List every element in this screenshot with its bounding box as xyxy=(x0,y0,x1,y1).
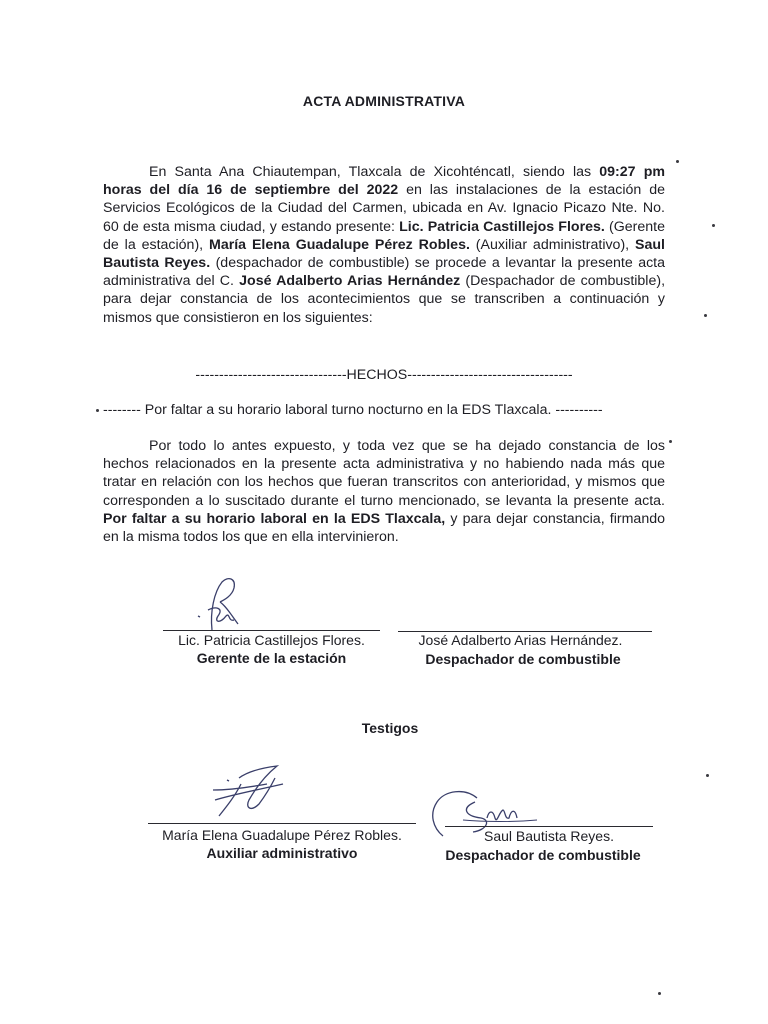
scan-speck xyxy=(676,160,679,163)
despachador2-name: Saul Bautista Reyes. xyxy=(484,828,614,844)
scan-speck xyxy=(658,992,661,995)
despachador2-signature-line xyxy=(445,826,653,827)
closing-paragraph-text xyxy=(103,438,665,545)
auxiliar-role: Auxiliar administrativo xyxy=(206,845,358,861)
hechos-heading: --------------------------------HECHOS----------------------------------- xyxy=(195,367,573,383)
bold-text-run: Por faltar a su horario laboral en la EDS Tlaxcala, xyxy=(103,510,446,527)
text-run: (Despachador de combustible), para dejar constancia de los acontecimientos que se transcriben a continuación y mismos que consistieron en los siguientes: xyxy=(103,273,666,326)
text-run: en las instalaciones de la estación de Servicios Ecológicos de la Ciudad del Carmen, ubicada en Av. Ignacio Picazo Nte. No. 60 de esta misma ciudad, y estando presente: xyxy=(103,182,665,235)
bold-text-run: María Elena Guadalupe Pérez Robles. xyxy=(209,236,470,253)
opening-paragraph xyxy=(103,163,665,327)
gerente-signature xyxy=(190,572,260,632)
testigos-heading: Testigos xyxy=(361,720,419,736)
bold-text-run: José Adalberto Arias Hernández xyxy=(239,273,461,290)
auxiliar-signature xyxy=(205,760,300,820)
auxiliar-signature-line xyxy=(148,823,416,824)
despachador-name: José Adalberto Arias Hernández. xyxy=(418,632,623,648)
text-run: En Santa Ana Chiautempan, Tlaxcala de Xicohténcatl, siendo las xyxy=(149,164,600,180)
closing-paragraph xyxy=(103,437,665,546)
despachador-role: Despachador de combustible xyxy=(425,651,621,667)
motivo-line: -------- Por faltar a su horario laboral turno nocturno en la EDS Tlaxcala. ---------- xyxy=(103,402,603,418)
gerente-signature-line xyxy=(163,630,380,631)
text-run: Por todo lo antes expuesto, y toda vez que se ha dejado constancia de los hechos relacionados en la presente acta administrativa y no habiendo nada más que tratar en relación con los hechos que fueran transcritos con anterioridad, y mismos que corresponden a lo suscitado durante el turno mencionado, se levanta la presente acta. xyxy=(103,438,665,509)
despachador2-role: Despachador de combustible xyxy=(445,847,641,863)
text-run: y para dejar constancia, firmando en la misma todos los que en ella intervinieron. xyxy=(103,510,665,546)
document-title: ACTA ADMINISTRATIVA xyxy=(302,93,466,109)
scan-speck xyxy=(704,314,707,317)
bold-text-run: 09:27 pm horas del día 16 de septiembre del 2022 xyxy=(103,164,665,199)
text-run: (Gerente de la estación), xyxy=(103,218,665,253)
scan-speck xyxy=(96,409,99,412)
scan-speck xyxy=(712,224,715,227)
auxiliar-name: María Elena Guadalupe Pérez Robles. xyxy=(162,827,402,843)
gerente-role: Gerente de la estación xyxy=(196,650,347,666)
opening-paragraph-text xyxy=(103,164,665,326)
scan-speck xyxy=(669,440,672,443)
text-run: (Auxiliar administrativo), xyxy=(469,236,636,253)
text-run: (despachador de combustible) se procede a levantar la presente acta administrativa del C. xyxy=(103,255,666,290)
gerente-name: Lic. Patricia Castillejos Flores. xyxy=(178,632,365,648)
bold-text-run: Lic. Patricia Castillejos Flores. xyxy=(399,218,605,235)
bold-text-run: Saul Bautista Reyes. xyxy=(103,236,665,272)
scan-speck xyxy=(706,774,709,777)
